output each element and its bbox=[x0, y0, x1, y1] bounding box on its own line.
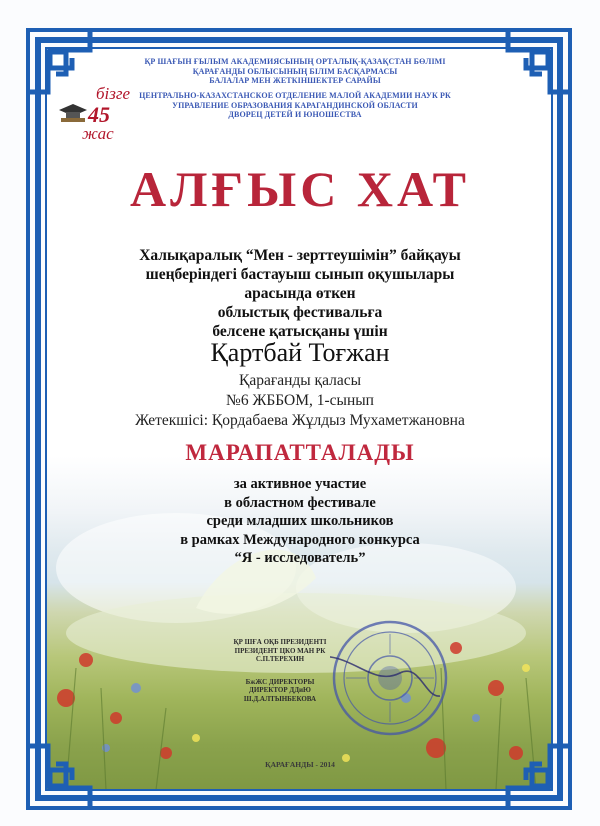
ru-text-line: за активное участие bbox=[233, 476, 367, 492]
org-ru-line: УПРАВЛЕНИЕ ОБРАЗОВАНИЯ КАРАГАНДИНСКОЙ ОБЛАСТИ bbox=[172, 100, 418, 110]
signature-line: С.П.ТЕРЕХИН bbox=[255, 655, 305, 663]
kz-text-line: арасында өткен bbox=[244, 285, 356, 302]
kz-text-line: шеңберіндегі бастауыш сынып оқушылары bbox=[145, 266, 455, 283]
recipient-school: №6 ЖББОМ, 1-сынып bbox=[226, 392, 374, 409]
logo-text-number: 45 bbox=[88, 102, 110, 127]
logo-text-top: бізге bbox=[96, 84, 131, 103]
organization-header-ru bbox=[130, 91, 460, 120]
signature-director bbox=[214, 678, 346, 704]
recipient-details bbox=[0, 371, 600, 431]
certificate-title: АЛҒЫС ХАТ bbox=[129, 161, 471, 217]
signature-president bbox=[214, 638, 346, 664]
signature-block bbox=[214, 638, 346, 717]
ru-text-line: среди младших школьников bbox=[206, 513, 394, 529]
org-kz-line: БАЛАЛАР МЕН ЖЕТКІНШЕКТЕР САРАЙЫ bbox=[209, 76, 381, 85]
ru-reason-text bbox=[0, 475, 600, 568]
kz-reason-text bbox=[100, 246, 500, 341]
footer-city-year: ҚАРАҒАНДЫ - 2014 bbox=[265, 760, 335, 769]
signature-line: ҚР ШҒА ОҚБ ПРЕЗИДЕНТІ bbox=[233, 638, 327, 646]
org-ru-line: ДВОРЕЦ ДЕТЕЙ И ЮНОШЕСТВА bbox=[228, 110, 362, 119]
recipient-city: Қарағанды қаласы bbox=[238, 372, 361, 389]
graduation-cap-icon bbox=[58, 102, 88, 124]
signature-line: ДИРЕКТОР ДДиЮ bbox=[249, 686, 311, 694]
org-kz-line: ҚАРАҒАНДЫ ОБЛЫСЫНЫҢ БІЛІМ БАСҚАРМАСЫ bbox=[192, 66, 398, 76]
kz-text-line: Халықаралық “Мен - зерттеушімін” байқауы bbox=[139, 247, 461, 264]
recipient-supervisor: Жетекшісі: Қордабаева Жұлдыз Мухаметжановна bbox=[135, 412, 465, 429]
awarded-heading: МАРАПАТТАЛАДЫ bbox=[185, 440, 415, 465]
org-kz-line: ҚР ШАҒЫН ҒЫЛЫМ АКАДЕМИЯСЫНЫҢ ОРТАЛЫҚ-ҚАЗАҚСТАН БӨЛІМІ bbox=[144, 57, 446, 66]
ru-text-line: в рамках Международного конкурса bbox=[180, 531, 420, 548]
signature-line: ПРЕЗИДЕНТ ЦКО МАН РК bbox=[234, 646, 326, 655]
ru-text-line: в областном фестивале bbox=[224, 494, 376, 511]
signature-line: Ш.Д.АЛТЫНБЕКОВА bbox=[243, 694, 317, 703]
anniversary-logo bbox=[54, 84, 136, 150]
logo-text-bottom: жас bbox=[82, 124, 114, 143]
ru-text-line: “Я - исследователь” bbox=[234, 550, 366, 566]
org-ru-line: ЦЕНТРАЛЬНО-КАЗАХСТАНСКОЕ ОТДЕЛЕНИЕ МАЛОЙ АКАДЕМИИ НАУК РК bbox=[139, 91, 451, 100]
recipient-name: Қартбай Тоғжан bbox=[210, 338, 390, 367]
kz-text-line: облыстық фестивальға bbox=[217, 304, 383, 321]
organization-header-kz bbox=[130, 57, 460, 86]
kz-text-line: белсене қатысқаны үшін bbox=[212, 323, 388, 340]
official-seal-stamp bbox=[330, 618, 450, 738]
signature-line: БжЖС ДИРЕКТОРЫ bbox=[245, 677, 315, 686]
